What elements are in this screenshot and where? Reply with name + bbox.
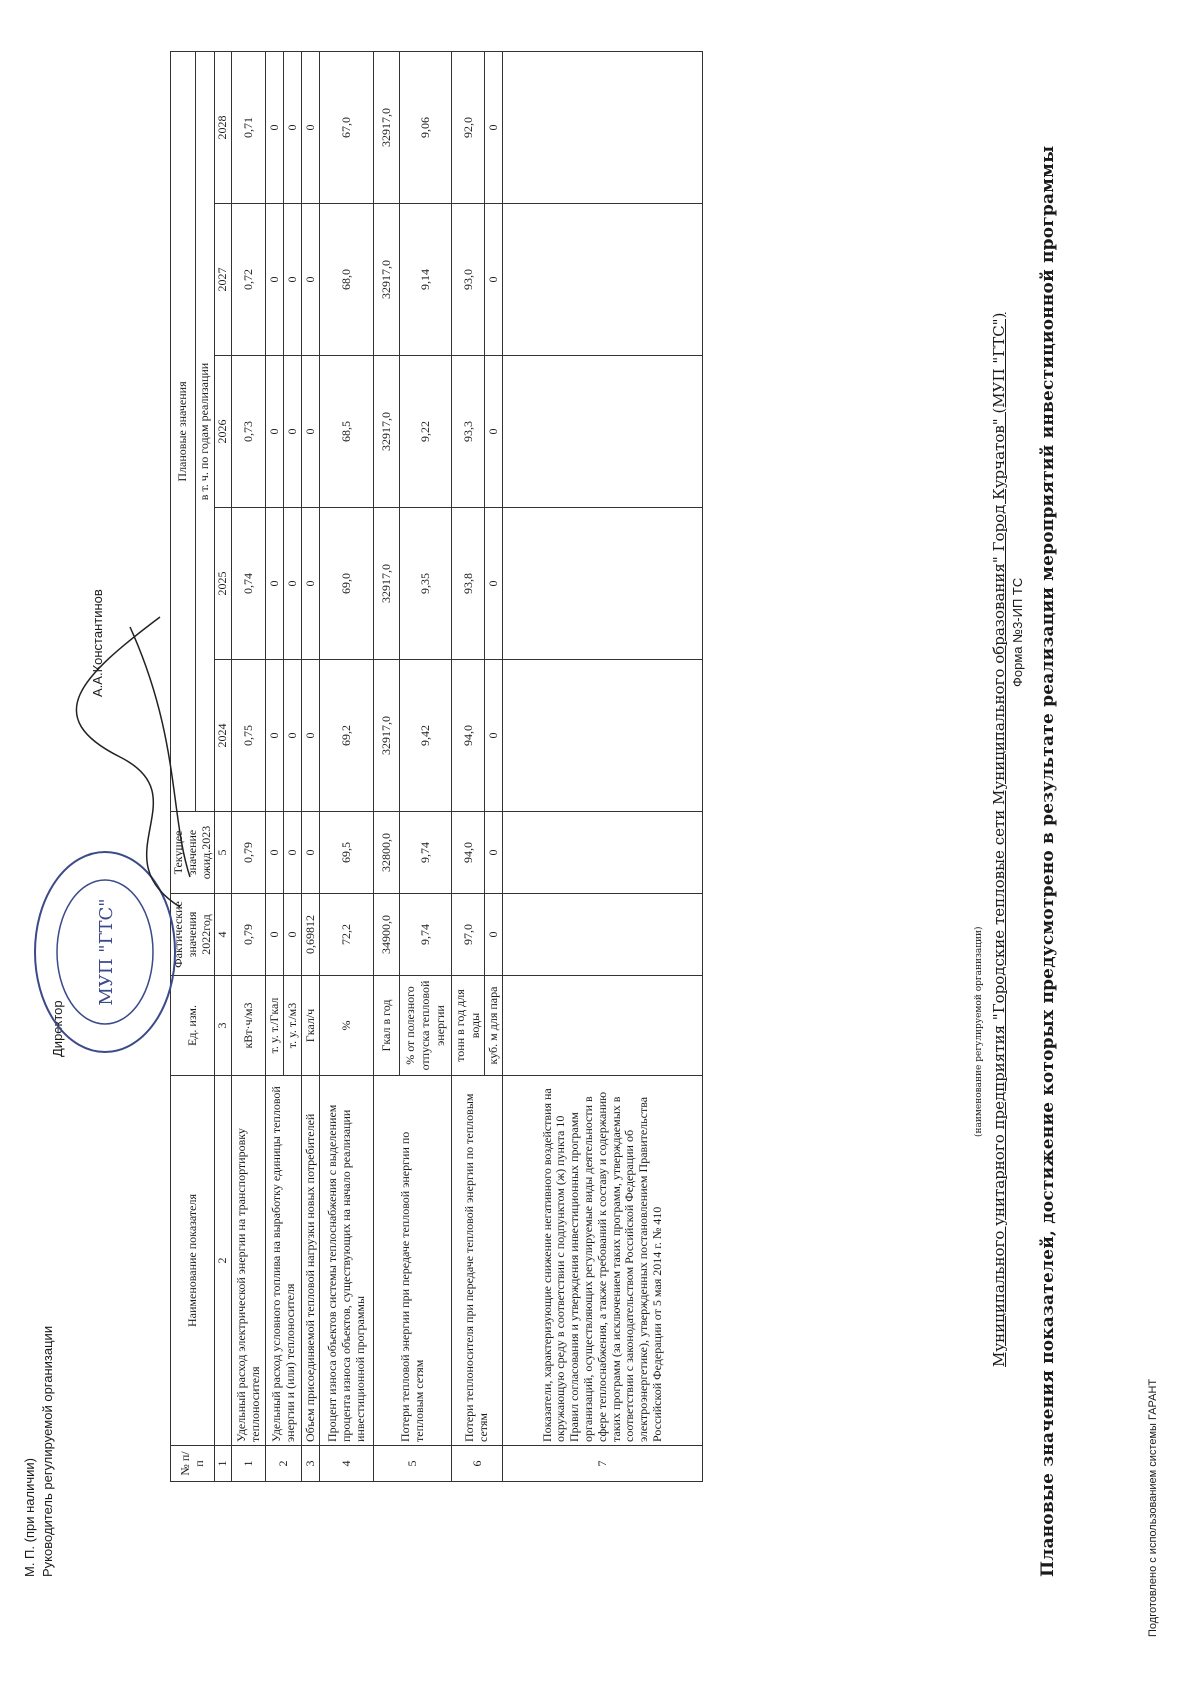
row-name: Удельный расход условного топлива на выработку единицы тепловой энергии и (или) теплоносителя (266, 1076, 302, 1446)
table-row (320, 51, 374, 1481)
row-2024: 0 (302, 660, 320, 812)
row-2025: 93,8 (452, 508, 485, 660)
row-2028: 0 (485, 51, 503, 203)
row-2026: 0 (485, 356, 503, 508)
row-2028: 0 (266, 51, 284, 203)
row-2025: 0,74 (232, 508, 266, 660)
row-2024: 0 (266, 660, 284, 812)
row-name: Показатели, характеризующие снижение негативного воздействия на окружающую среду в соответствии с подпунктом (ж) пункта 10 Правил согласования и утверждения инвестиционных программ организаций, осуществляющих регулируемые виды деятельности в сфере теплоснабжения, а также требований к составу и содержанию таких программ (за исключением таких программ, утверждаемых в соответствии с законодательством Российской Федерации об электроэнергетике), утвержденных постановлением Правительства Российской Федерации от 5 мая 2014 г. № 410 (503, 1076, 703, 1446)
row-actual (503, 894, 703, 976)
row-num: 6 (452, 1446, 503, 1482)
garant-note: Подготовлено с использованием системы ГАРАНТ (1147, 1378, 1159, 1637)
row-2027: 0 (302, 204, 320, 356)
table-row (452, 51, 485, 1481)
row-2026: 9,22 (400, 356, 452, 508)
row-2028: 92,0 (452, 51, 485, 203)
row-current: 0 (485, 812, 503, 894)
row-name: Процент износа объектов системы теплоснабжения с выделением процента износа объектов, существующих на начало реализации инвестиционной программы (320, 1076, 374, 1446)
table-row (232, 51, 266, 1481)
row-2025: 0 (284, 508, 302, 660)
row-2024: 9,42 (400, 660, 452, 812)
row-2025: 69,0 (320, 508, 374, 660)
row-actual: 9,74 (400, 894, 452, 976)
row-2027: 9,14 (400, 204, 452, 356)
header-name: Наименование показателя (171, 1076, 215, 1446)
row-current (503, 812, 703, 894)
row-num: 3 (302, 1446, 320, 1482)
row-2027: 32917,0 (374, 204, 400, 356)
row-2025: 32917,0 (374, 508, 400, 660)
row-2025: 9,35 (400, 508, 452, 660)
year-2025: 2025 (215, 508, 232, 660)
row-name: Потери тепловой энергии при передаче тепловой энергии по тепловым сетям (374, 1076, 452, 1446)
row-actual: 97,0 (452, 894, 485, 976)
stamp-note: М. П. (при наличии) (22, 1458, 37, 1577)
table-row (374, 51, 400, 1481)
header-unit: Ед. изм. (171, 976, 215, 1076)
row-name: Потери теплоносителя при передаче тепловой энергии по тепловым сетям (452, 1076, 503, 1446)
row-2028: 32917,0 (374, 51, 400, 203)
row-2026: 93,3 (452, 356, 485, 508)
row-num: 4 (320, 1446, 374, 1482)
row-num: 7 (503, 1446, 703, 1482)
table-row (302, 51, 320, 1481)
row-actual: 0,79 (232, 894, 266, 976)
row-2027: 0,72 (232, 204, 266, 356)
row-current: 0 (266, 812, 284, 894)
row-2026: 68,5 (320, 356, 374, 508)
row-name: Удельный расход электрической энергии на транспортировку теплоносителя (232, 1076, 266, 1446)
header-current: Текущее значение ожид.2023 (171, 812, 215, 894)
row-current: 32800,0 (374, 812, 400, 894)
row-num: 5 (374, 1446, 452, 1482)
row-2028: 0 (284, 51, 302, 203)
row-num: 1 (232, 1446, 266, 1482)
year-2027: 2027 (215, 204, 232, 356)
row-2024: 32917,0 (374, 660, 400, 812)
row-2024: 69,2 (320, 660, 374, 812)
row-unit: т. у. т./м3 (284, 976, 302, 1076)
colnum-5: 5 (215, 812, 232, 894)
header-planned-label: Плановые значения (175, 381, 190, 482)
row-2028: 9,06 (400, 51, 452, 203)
row-2025: 0 (302, 508, 320, 660)
header-by-years: в т. ч. по годам реализации (196, 51, 215, 811)
header-num: № п/п (171, 1446, 215, 1482)
colnum-3: 3 (215, 976, 232, 1076)
organization-caption: (наименование регулируемой организации) (974, 926, 984, 1137)
row-2024: 0,75 (232, 660, 266, 812)
row-2025: 0 (485, 508, 503, 660)
row-2026: 32917,0 (374, 356, 400, 508)
row-unit: Гкал/ч (302, 976, 320, 1076)
director-label: Директор (50, 1000, 65, 1057)
row-current: 69,5 (320, 812, 374, 894)
row-2026: 0 (284, 356, 302, 508)
row-2028: 0 (302, 51, 320, 203)
row-2026: 0 (266, 356, 284, 508)
row-2024: 94,0 (452, 660, 485, 812)
row-2027: 0 (284, 204, 302, 356)
colnum-4: 4 (215, 894, 232, 976)
head-signature-label: Руководитель регулируемой организации (40, 1325, 55, 1577)
row-unit: куб. м для пара (485, 976, 503, 1076)
year-2026: 2026 (215, 356, 232, 508)
row-2027 (503, 204, 703, 356)
row-current: 94,0 (452, 812, 485, 894)
indicators-table (170, 51, 703, 1482)
row-2025: 0 (266, 508, 284, 660)
row-unit: % от полезного отпуска тепловой энергии (400, 976, 452, 1076)
document-title: Плановые значения показателей, достижение которых предусмотрено в результате реализации мероприятий инвестиционной программы (1038, 145, 1058, 1577)
row-current: 0 (302, 812, 320, 894)
row-unit: тонн в год для воды (452, 976, 485, 1076)
row-2024 (503, 660, 703, 812)
row-2026 (503, 356, 703, 508)
row-actual: 0 (266, 894, 284, 976)
row-2026: 0 (302, 356, 320, 508)
row-unit: % (320, 976, 374, 1076)
row-unit (503, 976, 703, 1076)
row-2024: 0 (485, 660, 503, 812)
row-2028 (503, 51, 703, 203)
signer-name: А.А.Константинов (90, 589, 105, 697)
row-2027: 68,0 (320, 204, 374, 356)
row-actual: 0,69812 (302, 894, 320, 976)
row-current: 0,79 (232, 812, 266, 894)
row-2027: 93,0 (452, 204, 485, 356)
row-2026: 0,73 (232, 356, 266, 508)
row-actual: 72,2 (320, 894, 374, 976)
row-unit: Гкал в год (374, 976, 400, 1076)
table-row (503, 51, 703, 1481)
header-actual: Фактические значения 2022год (171, 894, 215, 976)
row-num: 2 (266, 1446, 302, 1482)
row-2028: 0,71 (232, 51, 266, 203)
row-2028: 67,0 (320, 51, 374, 203)
row-actual: 34900,0 (374, 894, 400, 976)
row-actual: 0 (284, 894, 302, 976)
row-2027: 0 (485, 204, 503, 356)
row-current: 9,74 (400, 812, 452, 894)
row-name: Объем присоединяемой тепловой нагрузки новых потребителей (302, 1076, 320, 1446)
year-2024: 2024 (215, 660, 232, 812)
table-row (266, 51, 284, 1481)
year-2028: 2028 (215, 51, 232, 203)
organization-name: Муниципального унитарного предприятия "Городские тепловые сети Муниципального образования" Город Курчатов" (МУП "ГТС") (990, 312, 1008, 1367)
colnum-2: 2 (215, 1076, 232, 1446)
row-2024: 0 (284, 660, 302, 812)
row-2025 (503, 508, 703, 660)
row-2027: 0 (266, 204, 284, 356)
colnum-1: 1 (215, 1446, 232, 1482)
row-unit: кВт·ч/м3 (232, 976, 266, 1076)
stamp-text: МУП "ГТС" (96, 898, 117, 1006)
row-actual: 0 (485, 894, 503, 976)
form-number: Форма №3-ИП ТС (1010, 577, 1025, 687)
row-current: 0 (284, 812, 302, 894)
row-unit: т. у. т./Гкал (266, 976, 284, 1076)
signature-scribble (60, 597, 210, 917)
